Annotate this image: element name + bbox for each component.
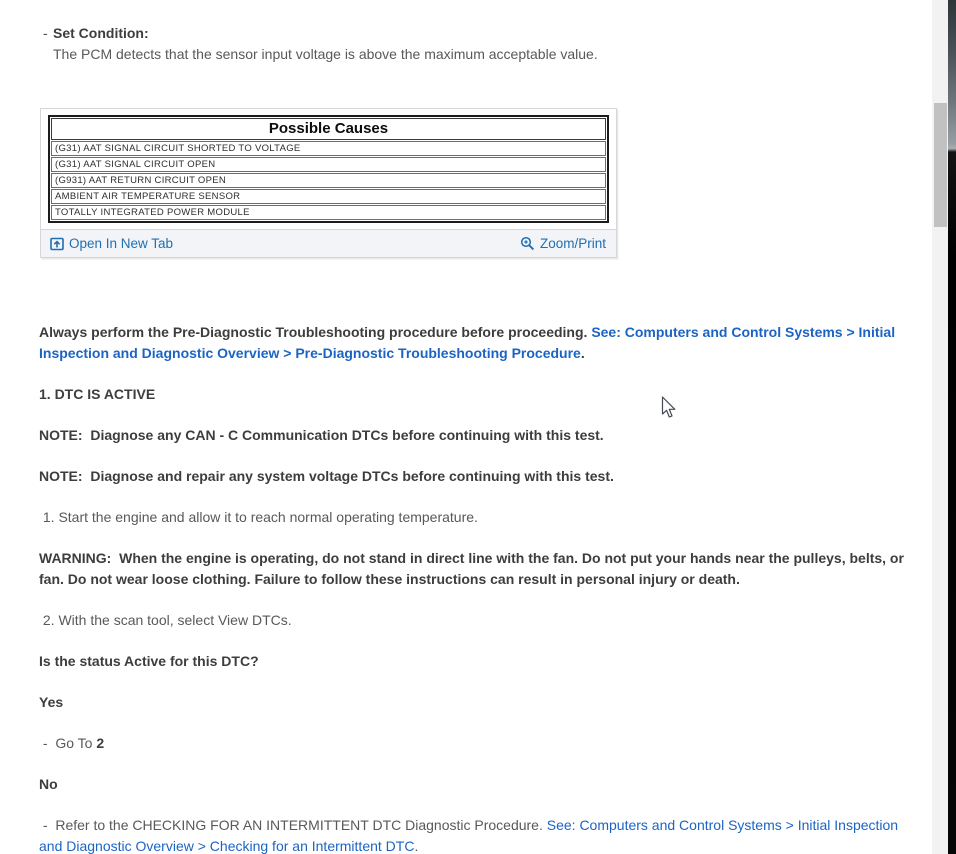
magnifier-plus-icon — [520, 236, 535, 251]
possible-causes-table — [48, 115, 609, 223]
refer-suffix: . — [414, 838, 419, 854]
substep-start-engine: 1. Start the engine and allow it to reach normal operating temperature. — [39, 509, 478, 525]
pre-diagnostic-suffix: . — [580, 345, 585, 361]
step-title: 1. DTC IS ACTIVE — [39, 386, 156, 402]
pre-diagnostic-procedure-link[interactable]: See: Computers and Control Systems > Initial Inspection and Diagnostic Overview > Pre-Diagnostic Troubleshooting Procedure — [39, 324, 899, 361]
set-condition-description: The PCM detects that the sensor input voltage is above the maximum acceptable value. — [53, 46, 598, 62]
zoom-print-label: Zoom/Print — [539, 236, 606, 251]
table-row: (G931) AAT RETURN CIRCUIT OPEN — [51, 173, 606, 188]
warning-paragraph: WARNING: When the engine is operating, do not stand in direct line with the fan. Do not put your hands near the pulleys, belts, or fan. Do not wear loose clothing. Failure to follow these instructions can result in personal injury or death. — [39, 550, 908, 587]
table-row: (G31) AAT SIGNAL CIRCUIT SHORTED TO VOLTAGE — [51, 141, 606, 156]
zoom-print-link[interactable] — [520, 236, 606, 251]
table-row: AMBIENT AIR TEMPERATURE SENSOR — [51, 189, 606, 204]
open-in-new-tab-label: Open In New Tab — [69, 236, 174, 251]
arrow-pointer-cursor — [661, 396, 679, 425]
screen-edge-right — [948, 0, 956, 854]
yes-action — [39, 733, 915, 754]
possible-causes-table-wrap — [41, 109, 616, 229]
set-condition-block — [39, 23, 915, 65]
article-content — [5, 0, 932, 854]
status-question: Is the status Active for this DTC? — [39, 653, 259, 669]
pre-diagnostic-lead: Always perform the Pre-Diagnostic Troubleshooting procedure before proceeding. — [39, 324, 592, 340]
pre-diagnostic-paragraph — [39, 322, 915, 364]
note-can-communication: NOTE: Diagnose any CAN - C Communication DTCs before continuing with this test. — [39, 427, 604, 443]
yes-label: Yes — [39, 694, 64, 710]
open-in-new-tab-link[interactable] — [50, 236, 173, 251]
note-system-voltage: NOTE: Diagnose and repair any system voltage DTCs before continuing with this test. — [39, 468, 614, 484]
no-action — [39, 815, 915, 854]
possible-causes-header: Possible Causes — [51, 118, 606, 140]
table-row: (G31) AAT SIGNAL CIRCUIT OPEN — [51, 157, 606, 172]
intermittent-dtc-link[interactable]: See: Computers and Control Systems > Initial Inspection and Diagnostic Overview > Checking for an Intermittent DTC — [39, 817, 902, 854]
table-row: TOTALLY INTEGRATED POWER MODULE — [51, 205, 606, 220]
widget-footer — [41, 229, 616, 257]
scrollbar-thumb[interactable] — [934, 103, 947, 227]
set-condition-label: Set Condition: — [53, 25, 149, 41]
scrollbar[interactable] — [932, 0, 948, 854]
refer-lead: - Refer to the CHECKING FOR AN INTERMITTENT DTC Diagnostic Procedure. — [39, 817, 547, 833]
goto-lead: - Go To — [39, 735, 97, 751]
open-in-new-tab-icon — [50, 237, 64, 251]
bullet-dash: - — [43, 25, 48, 41]
possible-causes-widget — [40, 108, 617, 258]
goto-step-number: 2 — [96, 735, 105, 751]
no-label: No — [39, 776, 58, 792]
substep-scan-tool: 2. With the scan tool, select View DTCs. — [39, 612, 292, 628]
